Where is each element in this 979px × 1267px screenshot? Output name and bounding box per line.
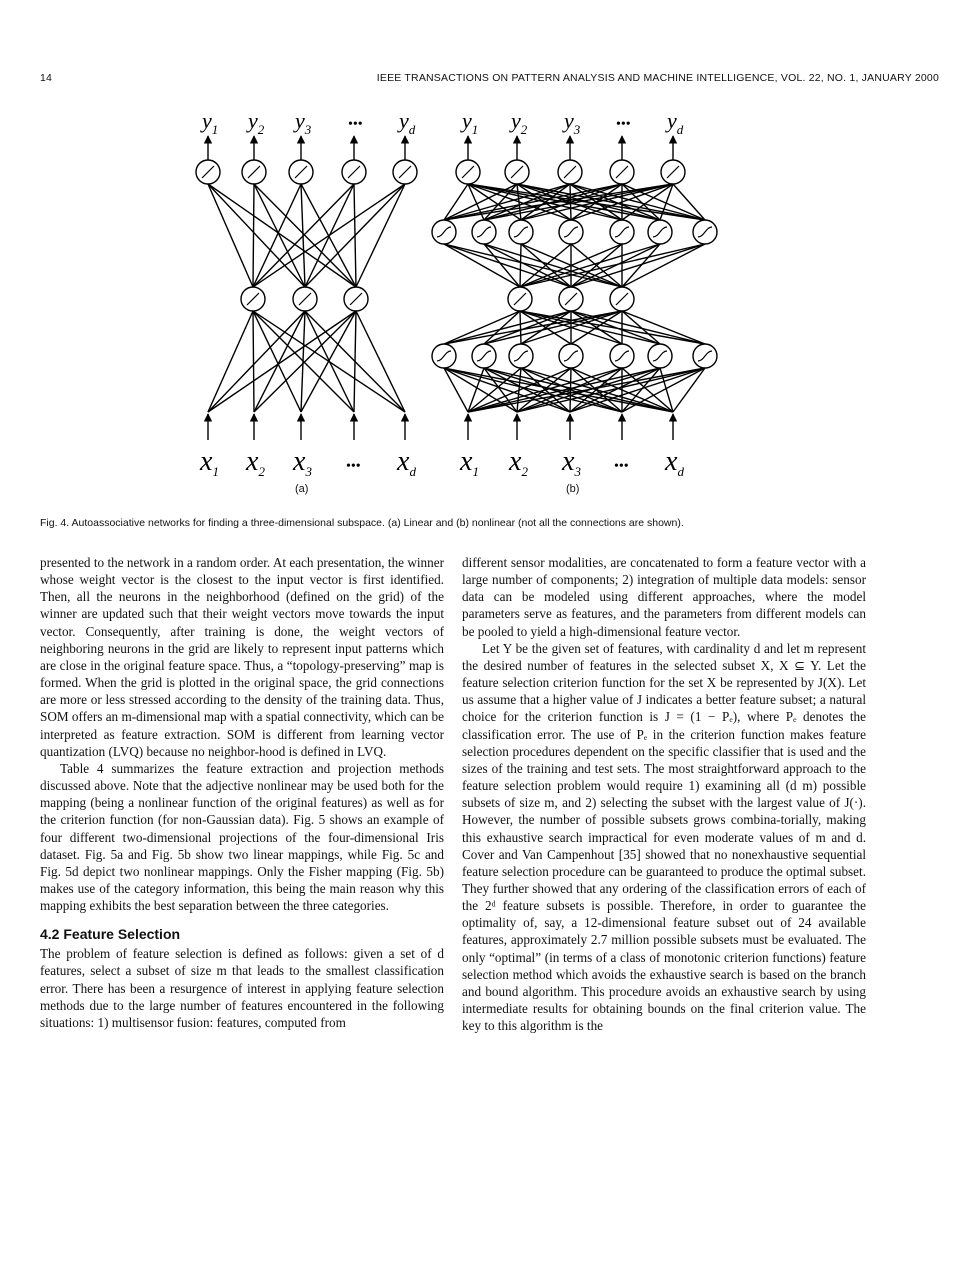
input-label: $x_3$ (293, 446, 312, 479)
connection-edge (253, 311, 405, 412)
input-label: $x_2$ (246, 446, 265, 479)
connection-edge (520, 311, 521, 344)
connection-edge (356, 184, 405, 287)
sigmoid-neuron (432, 220, 456, 244)
linear-neuron (342, 160, 366, 184)
paragraph-criterion: Let Y be the given set of features, with cardinality d and let m represent the desired number of features in the selected subset X, X ⊆ Y. Let the feature selection criterion function for the set X be represented by J(X). Let us assume that a higher value of J indicates a better feature subset; a natural choice for the criterion function is J = (1 − Pₑ), where Pₑ denotes the classification error. The use of Pₑ in the criterion function makes feature selection procedures dependent on the specific classifier that is used and the sizes of the training and test sets. The most straightforward approach to the feature selection problem would require 1) examining all (d m) possible subsets of size m, and 2) selecting the subset with the largest value of J(·). However, the number of possible subsets grows combina-torially, making this exhaustive search impractical for even moderate values of m and d. Cover and Van Campenhout [35] showed that no nonexhaustive sequential feature selection procedure can be guaranteed to produce the optimal subset. They further showed that any ordering of the classification errors of each of the 2ᵈ feature subsets is possible. Therefore, in order to guarantee the optimality of, say, a 12-dimensional feature subset out of 24 available features, approximately 2.7 million possible subsets must be evaluated. The only “optimal” (in terms of a class of monotonic criterion functions) feature selection method which avoids the exhaustive search is based on the branch and bound algorithm. This procedure avoids an exhaustive search by using intermediate results for obtaining bounds on the final criterion value. The key to this algorithm is the (462, 640, 866, 1034)
paragraph-table4: Table 4 summarizes the feature extraction and projection methods discussed above. Note that the adjective nonlinear may be used both for the mapping (being a nonlinear function of the original features) as well as for the criterion function (for non-Gaussian data). Fig. 5 shows an example of four different two-dimensional projections of the four-dimensional Iris dataset. Fig. 5a and Fig. 5b show two linear mappings, while Fig. 5c and Fig. 5d depict two nonlinear mappings. Only the Fisher mapping (Fig. 5b) makes use of the category information, this being the main reason why this mapping exhibits the best separation between the three categories. (40, 760, 444, 914)
connection-edge (253, 311, 254, 412)
sigmoid-neuron (693, 220, 717, 244)
connection-edge (301, 184, 356, 287)
linear-neuron (196, 160, 220, 184)
sigmoid-neuron (610, 344, 634, 368)
page-number: 14 (40, 72, 53, 84)
figure-caption: Fig. 4. Autoassociative networks for finding a three-dimensional subspace. (a) Linear and (b) nonlinear (not all the connections are shown). (40, 517, 684, 529)
sigmoid-neuron (559, 220, 583, 244)
linear-neuron (610, 287, 634, 311)
linear-neuron (393, 160, 417, 184)
panel-a-label: (a) (295, 483, 309, 495)
output-label: $y_2$ (248, 108, 265, 137)
linear-neuron (610, 160, 634, 184)
input-label: $x_d$ (397, 446, 416, 479)
connection-edge (622, 368, 705, 412)
linear-neuron (505, 160, 529, 184)
sigmoid-neuron (432, 344, 456, 368)
sigmoid-neuron (693, 344, 717, 368)
input-label: $x_2$ (509, 446, 528, 479)
connection-edge (208, 184, 305, 287)
connection-edge (520, 311, 705, 344)
sigmoid-neuron (610, 220, 634, 244)
connection-edge (622, 244, 705, 287)
input-label: ••• (346, 459, 361, 474)
connection-edge (253, 311, 354, 412)
connection-edge (305, 184, 354, 287)
linear-neuron (242, 160, 266, 184)
connection-edge (520, 244, 521, 287)
sigmoid-neuron (559, 344, 583, 368)
sigmoid-neuron (648, 344, 672, 368)
paragraph-multisensor: different sensor modalities, are concatenated to form a feature vector with a large number of components; 2) integration of multiple data models: sensor data can be modeled using different approaches, where the model parameters serve as features, and the parameters from different models can be pooled to yield a high-dimensional feature vector. (462, 555, 866, 639)
input-label: $x_3$ (562, 446, 581, 479)
linear-neuron (558, 160, 582, 184)
input-label: $x_1$ (200, 446, 219, 479)
connection-edge (254, 311, 305, 412)
output-label: ••• (616, 117, 631, 132)
sigmoid-neuron (472, 220, 496, 244)
output-label: $y_3$ (564, 108, 581, 137)
left-column (40, 554, 444, 1031)
linear-neuron (344, 287, 368, 311)
output-label: $y_1$ (462, 108, 479, 137)
linear-neuron (241, 287, 265, 311)
connection-edge (484, 244, 520, 287)
connection-edge (208, 311, 305, 412)
connection-edge (571, 244, 660, 287)
section-heading-feature-selection: 4.2 Feature Selection (40, 926, 181, 943)
sigmoid-neuron (509, 344, 533, 368)
linear-neuron (293, 287, 317, 311)
sigmoid-neuron (648, 220, 672, 244)
linear-neuron (456, 160, 480, 184)
figure-4 (160, 100, 730, 500)
output-label: $y_d$ (667, 108, 684, 137)
paragraph-feature-selection-intro: The problem of feature selection is defined as follows: given a set of d features, select a subset of size m that leads to the smallest classification error. There has been a resurgence of interest in applying feature selection methods due to the large number of features encountered in the following situations: 1) multisensor fusion: features, computed from (40, 946, 444, 1030)
connection-edge (622, 311, 705, 344)
sigmoid-neuron (509, 220, 533, 244)
linear-neuron (661, 160, 685, 184)
output-label: ••• (348, 117, 363, 132)
connection-edge (354, 184, 356, 287)
sigmoid-neuron (472, 344, 496, 368)
connection-edge (254, 184, 305, 287)
paragraph-som: presented to the network in a random order. At each presentation, the winner whose weight vector is the closest to the input vector is first identified. Then, all the neurons in the neighborhood (defined on the grid) of the winner are updated such that their weight vectors move towards the input vector. Consequently, after training is done, the weight vectors of neighboring neurons in the grid are likely to represent input patterns which are close in the original feature space. Thus, a “topology-preserving” map is formed. When the grid is plotted in the original space, the grid connections are more or less stressed according to the density of the training data. Thus, SOM offers an m-dimensional map with a spatial connectivity, which can be interpreted as feature extraction. SOM is different from learning vector quantization (LVQ) because no neighbor-hood is defined in LVQ. (40, 555, 444, 759)
output-label: $y_2$ (511, 108, 528, 137)
output-label: $y_1$ (202, 108, 219, 137)
connection-edge (444, 244, 622, 287)
running-header: IEEE TRANSACTIONS ON PATTERN ANALYSIS AND MACHINE INTELLIGENCE, VOL. 22, NO. 1, JANUARY 2000 (376, 72, 939, 84)
linear-neuron (289, 160, 313, 184)
input-label: $x_d$ (665, 446, 684, 479)
panel-b-label: (b) (566, 483, 580, 495)
linear-neuron (508, 287, 532, 311)
connection-edge (356, 311, 405, 412)
right-column (462, 554, 866, 1034)
connection-edge (253, 184, 254, 287)
output-label: $y_d$ (399, 108, 416, 137)
output-label: $y_3$ (295, 108, 312, 137)
input-label: $x_1$ (460, 446, 479, 479)
connection-edge (520, 244, 705, 287)
autoassociative-networks-diagram (160, 100, 730, 500)
input-label: ••• (614, 459, 629, 474)
linear-neuron (559, 287, 583, 311)
